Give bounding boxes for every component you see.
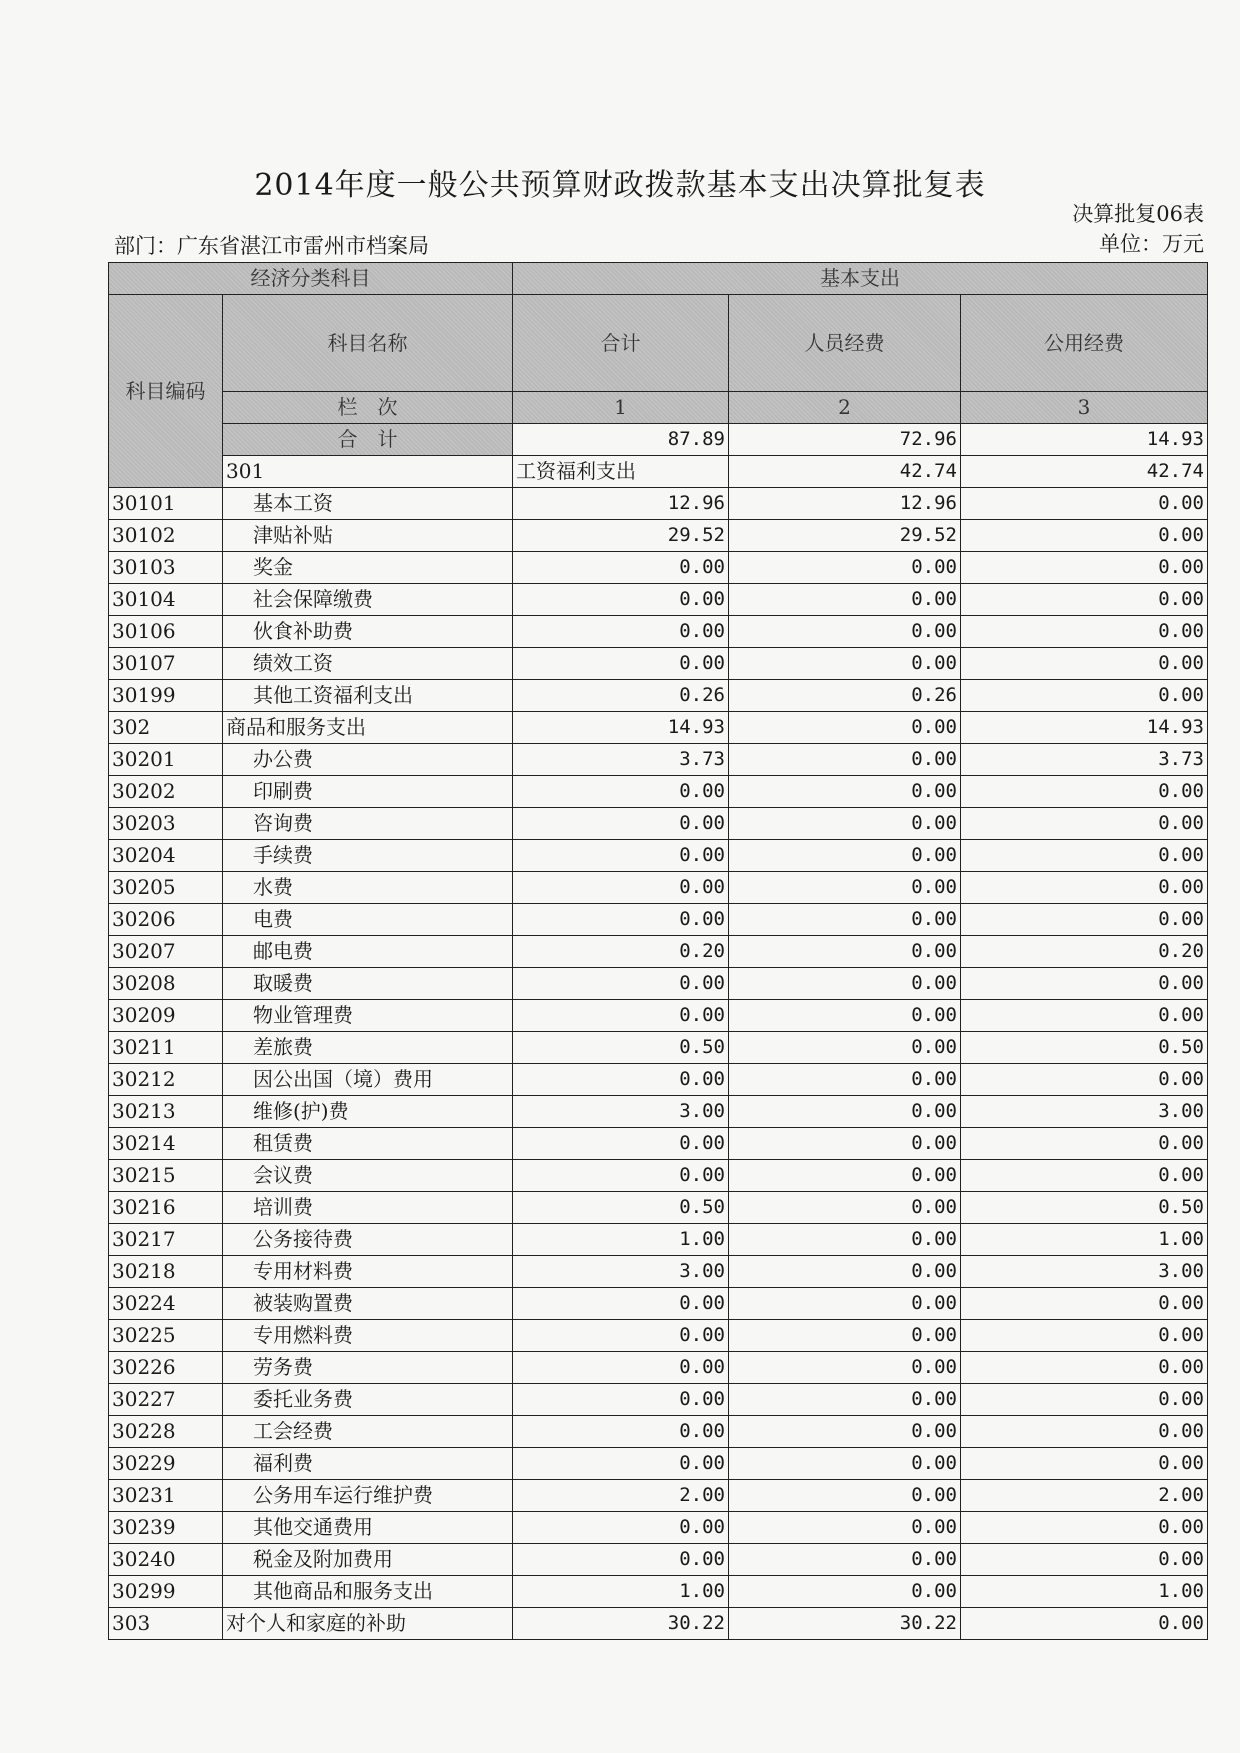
- row-total: 3.73: [513, 744, 729, 776]
- table-row: [109, 1032, 1208, 1064]
- table-row: [109, 1128, 1208, 1160]
- table-row: [109, 776, 1208, 808]
- row-personnel: 0.00: [729, 1032, 961, 1064]
- row-name: 专用材料费: [223, 1256, 513, 1288]
- header-row-2: [109, 295, 1208, 392]
- row-code: 30299: [109, 1576, 223, 1608]
- row-code: 30218: [109, 1256, 223, 1288]
- table-row: [109, 1480, 1208, 1512]
- table-row: [109, 1256, 1208, 1288]
- row-personnel: 0.00: [729, 552, 961, 584]
- row-public: 0.50: [961, 1032, 1208, 1064]
- row-public: 0.50: [961, 1192, 1208, 1224]
- row-code: 30202: [109, 776, 223, 808]
- row-total: 29.52: [513, 520, 729, 552]
- row-name: 租赁费: [223, 1128, 513, 1160]
- row-name: 差旅费: [223, 1032, 513, 1064]
- row-total: 2.00: [513, 1480, 729, 1512]
- row-total: 0.00: [513, 1288, 729, 1320]
- column-index-row: [109, 392, 1208, 424]
- row-personnel: 0.00: [729, 1480, 961, 1512]
- row-code: 30104: [109, 584, 223, 616]
- row-public: 0.00: [961, 648, 1208, 680]
- row-public: 0.00: [961, 1064, 1208, 1096]
- table-row: [109, 488, 1208, 520]
- row-public: 0.00: [961, 616, 1208, 648]
- summary-total: 87.89: [513, 424, 729, 456]
- row-code: 30207: [109, 936, 223, 968]
- table-row: [109, 1224, 1208, 1256]
- row-public: 0.00: [961, 808, 1208, 840]
- row-total: 14.93: [513, 712, 729, 744]
- row-name: 印刷费: [223, 776, 513, 808]
- row-name: 取暖费: [223, 968, 513, 1000]
- row-name: 手续费: [223, 840, 513, 872]
- table-row: [109, 904, 1208, 936]
- row-total: 42.74: [729, 456, 961, 488]
- column-index-1: 1: [513, 392, 729, 424]
- public-header: 公用经费: [961, 295, 1208, 392]
- row-personnel: 0.00: [729, 1064, 961, 1096]
- row-code: 30231: [109, 1480, 223, 1512]
- row-code: 30227: [109, 1384, 223, 1416]
- row-public: 0.00: [961, 1320, 1208, 1352]
- table-row: [109, 936, 1208, 968]
- row-public: 0.00: [961, 776, 1208, 808]
- row-public: 3.00: [961, 1256, 1208, 1288]
- row-personnel: 42.74: [961, 456, 1208, 488]
- table-row: [109, 744, 1208, 776]
- row-total: 0.00: [513, 1352, 729, 1384]
- row-personnel: 0.00: [729, 968, 961, 1000]
- row-total: 0.00: [513, 808, 729, 840]
- row-code: 30103: [109, 552, 223, 584]
- row-public: 0.00: [961, 1352, 1208, 1384]
- row-name: 伙食补助费: [223, 616, 513, 648]
- budget-table: [108, 262, 1208, 1640]
- row-code: 30214: [109, 1128, 223, 1160]
- row-personnel: 0.00: [729, 872, 961, 904]
- row-code: 30226: [109, 1352, 223, 1384]
- row-total: 3.00: [513, 1096, 729, 1128]
- row-name: 商品和服务支出: [223, 712, 513, 744]
- row-personnel: 0.00: [729, 1352, 961, 1384]
- row-personnel: 0.00: [729, 1320, 961, 1352]
- row-code: 30205: [109, 872, 223, 904]
- table-row: [109, 1160, 1208, 1192]
- row-name: 培训费: [223, 1192, 513, 1224]
- row-personnel: 0.00: [729, 1000, 961, 1032]
- row-name: 邮电费: [223, 936, 513, 968]
- row-personnel: 0.00: [729, 1448, 961, 1480]
- row-total: 0.00: [513, 1320, 729, 1352]
- row-code: 30240: [109, 1544, 223, 1576]
- row-code: 303: [109, 1608, 223, 1640]
- header-row-1: [109, 263, 1208, 295]
- row-total: 0.00: [513, 648, 729, 680]
- row-personnel: 0.00: [729, 1576, 961, 1608]
- table-row: [109, 1608, 1208, 1640]
- table-row: [109, 1352, 1208, 1384]
- row-personnel: 0.00: [729, 1256, 961, 1288]
- row-name: 工资福利支出: [513, 456, 729, 488]
- name-header: 科目名称: [223, 295, 513, 392]
- table-row: [109, 1544, 1208, 1576]
- row-code: 30201: [109, 744, 223, 776]
- row-personnel: 0.00: [729, 648, 961, 680]
- summary-personnel: 72.96: [729, 424, 961, 456]
- row-public: 0.00: [961, 1384, 1208, 1416]
- row-personnel: 0.00: [729, 1288, 961, 1320]
- row-total: 0.00: [513, 840, 729, 872]
- row-total: 1.00: [513, 1576, 729, 1608]
- row-code: 30212: [109, 1064, 223, 1096]
- basic-expense-header: 基本支出: [513, 263, 1208, 295]
- row-public: 0.00: [961, 840, 1208, 872]
- code-header: 科目编码: [109, 295, 223, 488]
- row-name: 工会经费: [223, 1416, 513, 1448]
- row-personnel: 0.00: [729, 1160, 961, 1192]
- row-total: 0.00: [513, 552, 729, 584]
- row-personnel: 0.00: [729, 1128, 961, 1160]
- row-code: 30203: [109, 808, 223, 840]
- row-name: 绩效工资: [223, 648, 513, 680]
- table-row: [109, 808, 1208, 840]
- form-number: 决算批复06表: [1072, 202, 1204, 226]
- row-name: 对个人和家庭的补助: [223, 1608, 513, 1640]
- row-total: 0.50: [513, 1032, 729, 1064]
- row-total: 0.00: [513, 1160, 729, 1192]
- row-public: 0.00: [961, 552, 1208, 584]
- row-code: 30216: [109, 1192, 223, 1224]
- row-total: 0.00: [513, 872, 729, 904]
- row-public: 0.00: [961, 1512, 1208, 1544]
- row-public: 0.00: [961, 520, 1208, 552]
- row-personnel: 0.00: [729, 712, 961, 744]
- row-name: 公务接待费: [223, 1224, 513, 1256]
- row-personnel: 0.00: [729, 776, 961, 808]
- row-total: 0.00: [513, 1448, 729, 1480]
- row-code: 301: [223, 456, 513, 488]
- row-personnel: 0.00: [729, 1192, 961, 1224]
- row-code: 30102: [109, 520, 223, 552]
- table-row: [109, 680, 1208, 712]
- row-name: 物业管理费: [223, 1000, 513, 1032]
- row-personnel: 0.00: [729, 744, 961, 776]
- row-name: 社会保障缴费: [223, 584, 513, 616]
- row-code: 30206: [109, 904, 223, 936]
- row-name: 公务用车运行维护费: [223, 1480, 513, 1512]
- row-public: 14.93: [961, 712, 1208, 744]
- row-personnel: 0.00: [729, 1544, 961, 1576]
- row-code: 30215: [109, 1160, 223, 1192]
- row-total: 12.96: [513, 488, 729, 520]
- row-public: 3.73: [961, 744, 1208, 776]
- row-public: 0.00: [961, 1000, 1208, 1032]
- row-name: 电费: [223, 904, 513, 936]
- row-personnel: 29.52: [729, 520, 961, 552]
- row-name: 其他商品和服务支出: [223, 1576, 513, 1608]
- summary-label: 合 计: [223, 424, 513, 456]
- summary-public: 14.93: [961, 424, 1208, 456]
- row-name: 其他工资福利支出: [223, 680, 513, 712]
- row-total: 0.00: [513, 1128, 729, 1160]
- personnel-header: 人员经费: [729, 295, 961, 392]
- table-row: [109, 1448, 1208, 1480]
- table-row: [109, 456, 1208, 488]
- row-name: 其他交通费用: [223, 1512, 513, 1544]
- table-row: [109, 840, 1208, 872]
- page-title: 2014年度一般公共预算财政拨款基本支出决算批复表: [254, 168, 986, 203]
- row-total: 0.26: [513, 680, 729, 712]
- row-public: 0.00: [961, 1608, 1208, 1640]
- row-code: 30107: [109, 648, 223, 680]
- row-personnel: 0.00: [729, 840, 961, 872]
- table-row: [109, 648, 1208, 680]
- row-code: 30229: [109, 1448, 223, 1480]
- row-total: 0.00: [513, 616, 729, 648]
- table-row: [109, 1320, 1208, 1352]
- row-name: 税金及附加费用: [223, 1544, 513, 1576]
- table-row: [109, 712, 1208, 744]
- table-row: [109, 872, 1208, 904]
- row-public: 0.00: [961, 1416, 1208, 1448]
- row-code: 30106: [109, 616, 223, 648]
- row-personnel: 0.00: [729, 1512, 961, 1544]
- table-row: [109, 1096, 1208, 1128]
- row-public: 0.00: [961, 488, 1208, 520]
- econ-class-header: 经济分类科目: [109, 263, 513, 295]
- row-public: 3.00: [961, 1096, 1208, 1128]
- row-public: 0.20: [961, 936, 1208, 968]
- row-code: 30101: [109, 488, 223, 520]
- row-personnel: 0.00: [729, 808, 961, 840]
- table-row: [109, 1064, 1208, 1096]
- column-index-2: 2: [729, 392, 961, 424]
- row-name: 会议费: [223, 1160, 513, 1192]
- row-name: 咨询费: [223, 808, 513, 840]
- row-public: 0.00: [961, 872, 1208, 904]
- table-row: [109, 1576, 1208, 1608]
- row-total: 0.00: [513, 968, 729, 1000]
- row-total: 0.50: [513, 1192, 729, 1224]
- table-row: [109, 1512, 1208, 1544]
- row-code: 30217: [109, 1224, 223, 1256]
- row-personnel: 0.00: [729, 904, 961, 936]
- row-code: 30208: [109, 968, 223, 1000]
- row-name: 水费: [223, 872, 513, 904]
- row-public: 1.00: [961, 1576, 1208, 1608]
- row-code: 30228: [109, 1416, 223, 1448]
- row-personnel: 0.26: [729, 680, 961, 712]
- row-personnel: 0.00: [729, 616, 961, 648]
- row-name: 因公出国（境）费用: [223, 1064, 513, 1096]
- row-public: 0.00: [961, 968, 1208, 1000]
- row-code: 30209: [109, 1000, 223, 1032]
- table-row: [109, 520, 1208, 552]
- row-name: 福利费: [223, 1448, 513, 1480]
- row-code: 302: [109, 712, 223, 744]
- row-name: 奖金: [223, 552, 513, 584]
- row-name: 基本工资: [223, 488, 513, 520]
- row-public: 0.00: [961, 1288, 1208, 1320]
- row-name: 津贴补贴: [223, 520, 513, 552]
- row-public: 1.00: [961, 1224, 1208, 1256]
- row-total: 0.00: [513, 1000, 729, 1032]
- table-row: [109, 552, 1208, 584]
- row-public: 2.00: [961, 1480, 1208, 1512]
- row-public: 0.00: [961, 1160, 1208, 1192]
- row-public: 0.00: [961, 680, 1208, 712]
- row-public: 0.00: [961, 1544, 1208, 1576]
- row-code: 30225: [109, 1320, 223, 1352]
- table-row: [109, 584, 1208, 616]
- total-header: 合计: [513, 295, 729, 392]
- row-personnel: 0.00: [729, 936, 961, 968]
- row-total: 0.00: [513, 1512, 729, 1544]
- table-row: [109, 1416, 1208, 1448]
- table-row: [109, 1288, 1208, 1320]
- row-total: 1.00: [513, 1224, 729, 1256]
- row-public: 0.00: [961, 1128, 1208, 1160]
- row-total: 0.00: [513, 584, 729, 616]
- row-total: 0.00: [513, 776, 729, 808]
- department-label: 部门：广东省湛江市雷州市档案局: [114, 234, 429, 258]
- row-personnel: 12.96: [729, 488, 961, 520]
- row-code: 30199: [109, 680, 223, 712]
- row-total: 3.00: [513, 1256, 729, 1288]
- table-row: [109, 968, 1208, 1000]
- row-name: 被装购置费: [223, 1288, 513, 1320]
- row-name: 委托业务费: [223, 1384, 513, 1416]
- table-row: [109, 616, 1208, 648]
- row-code: 30204: [109, 840, 223, 872]
- row-personnel: 0.00: [729, 1096, 961, 1128]
- row-code: 30239: [109, 1512, 223, 1544]
- row-name: 专用燃料费: [223, 1320, 513, 1352]
- row-total: 0.00: [513, 1384, 729, 1416]
- column-index-3: 3: [961, 392, 1208, 424]
- row-personnel: 30.22: [729, 1608, 961, 1640]
- table-row: [109, 1192, 1208, 1224]
- row-code: 30211: [109, 1032, 223, 1064]
- row-public: 0.00: [961, 1448, 1208, 1480]
- table-row: [109, 1000, 1208, 1032]
- row-total: 0.00: [513, 1544, 729, 1576]
- row-name: 劳务费: [223, 1352, 513, 1384]
- unit-label: 单位：万元: [1099, 232, 1204, 256]
- row-personnel: 0.00: [729, 1224, 961, 1256]
- row-personnel: 0.00: [729, 1384, 961, 1416]
- row-public: 0.00: [961, 584, 1208, 616]
- row-total: 0.00: [513, 1064, 729, 1096]
- row-personnel: 0.00: [729, 584, 961, 616]
- row-personnel: 0.00: [729, 1416, 961, 1448]
- table-row: [109, 1384, 1208, 1416]
- row-public: 0.00: [961, 904, 1208, 936]
- row-total: 30.22: [513, 1608, 729, 1640]
- summary-row: [109, 424, 1208, 456]
- row-name: 维修(护)费: [223, 1096, 513, 1128]
- row-total: 0.20: [513, 936, 729, 968]
- row-code: 30224: [109, 1288, 223, 1320]
- row-total: 0.00: [513, 1416, 729, 1448]
- row-code: 30213: [109, 1096, 223, 1128]
- row-total: 0.00: [513, 904, 729, 936]
- column-index-label: 栏 次: [223, 392, 513, 424]
- row-name: 办公费: [223, 744, 513, 776]
